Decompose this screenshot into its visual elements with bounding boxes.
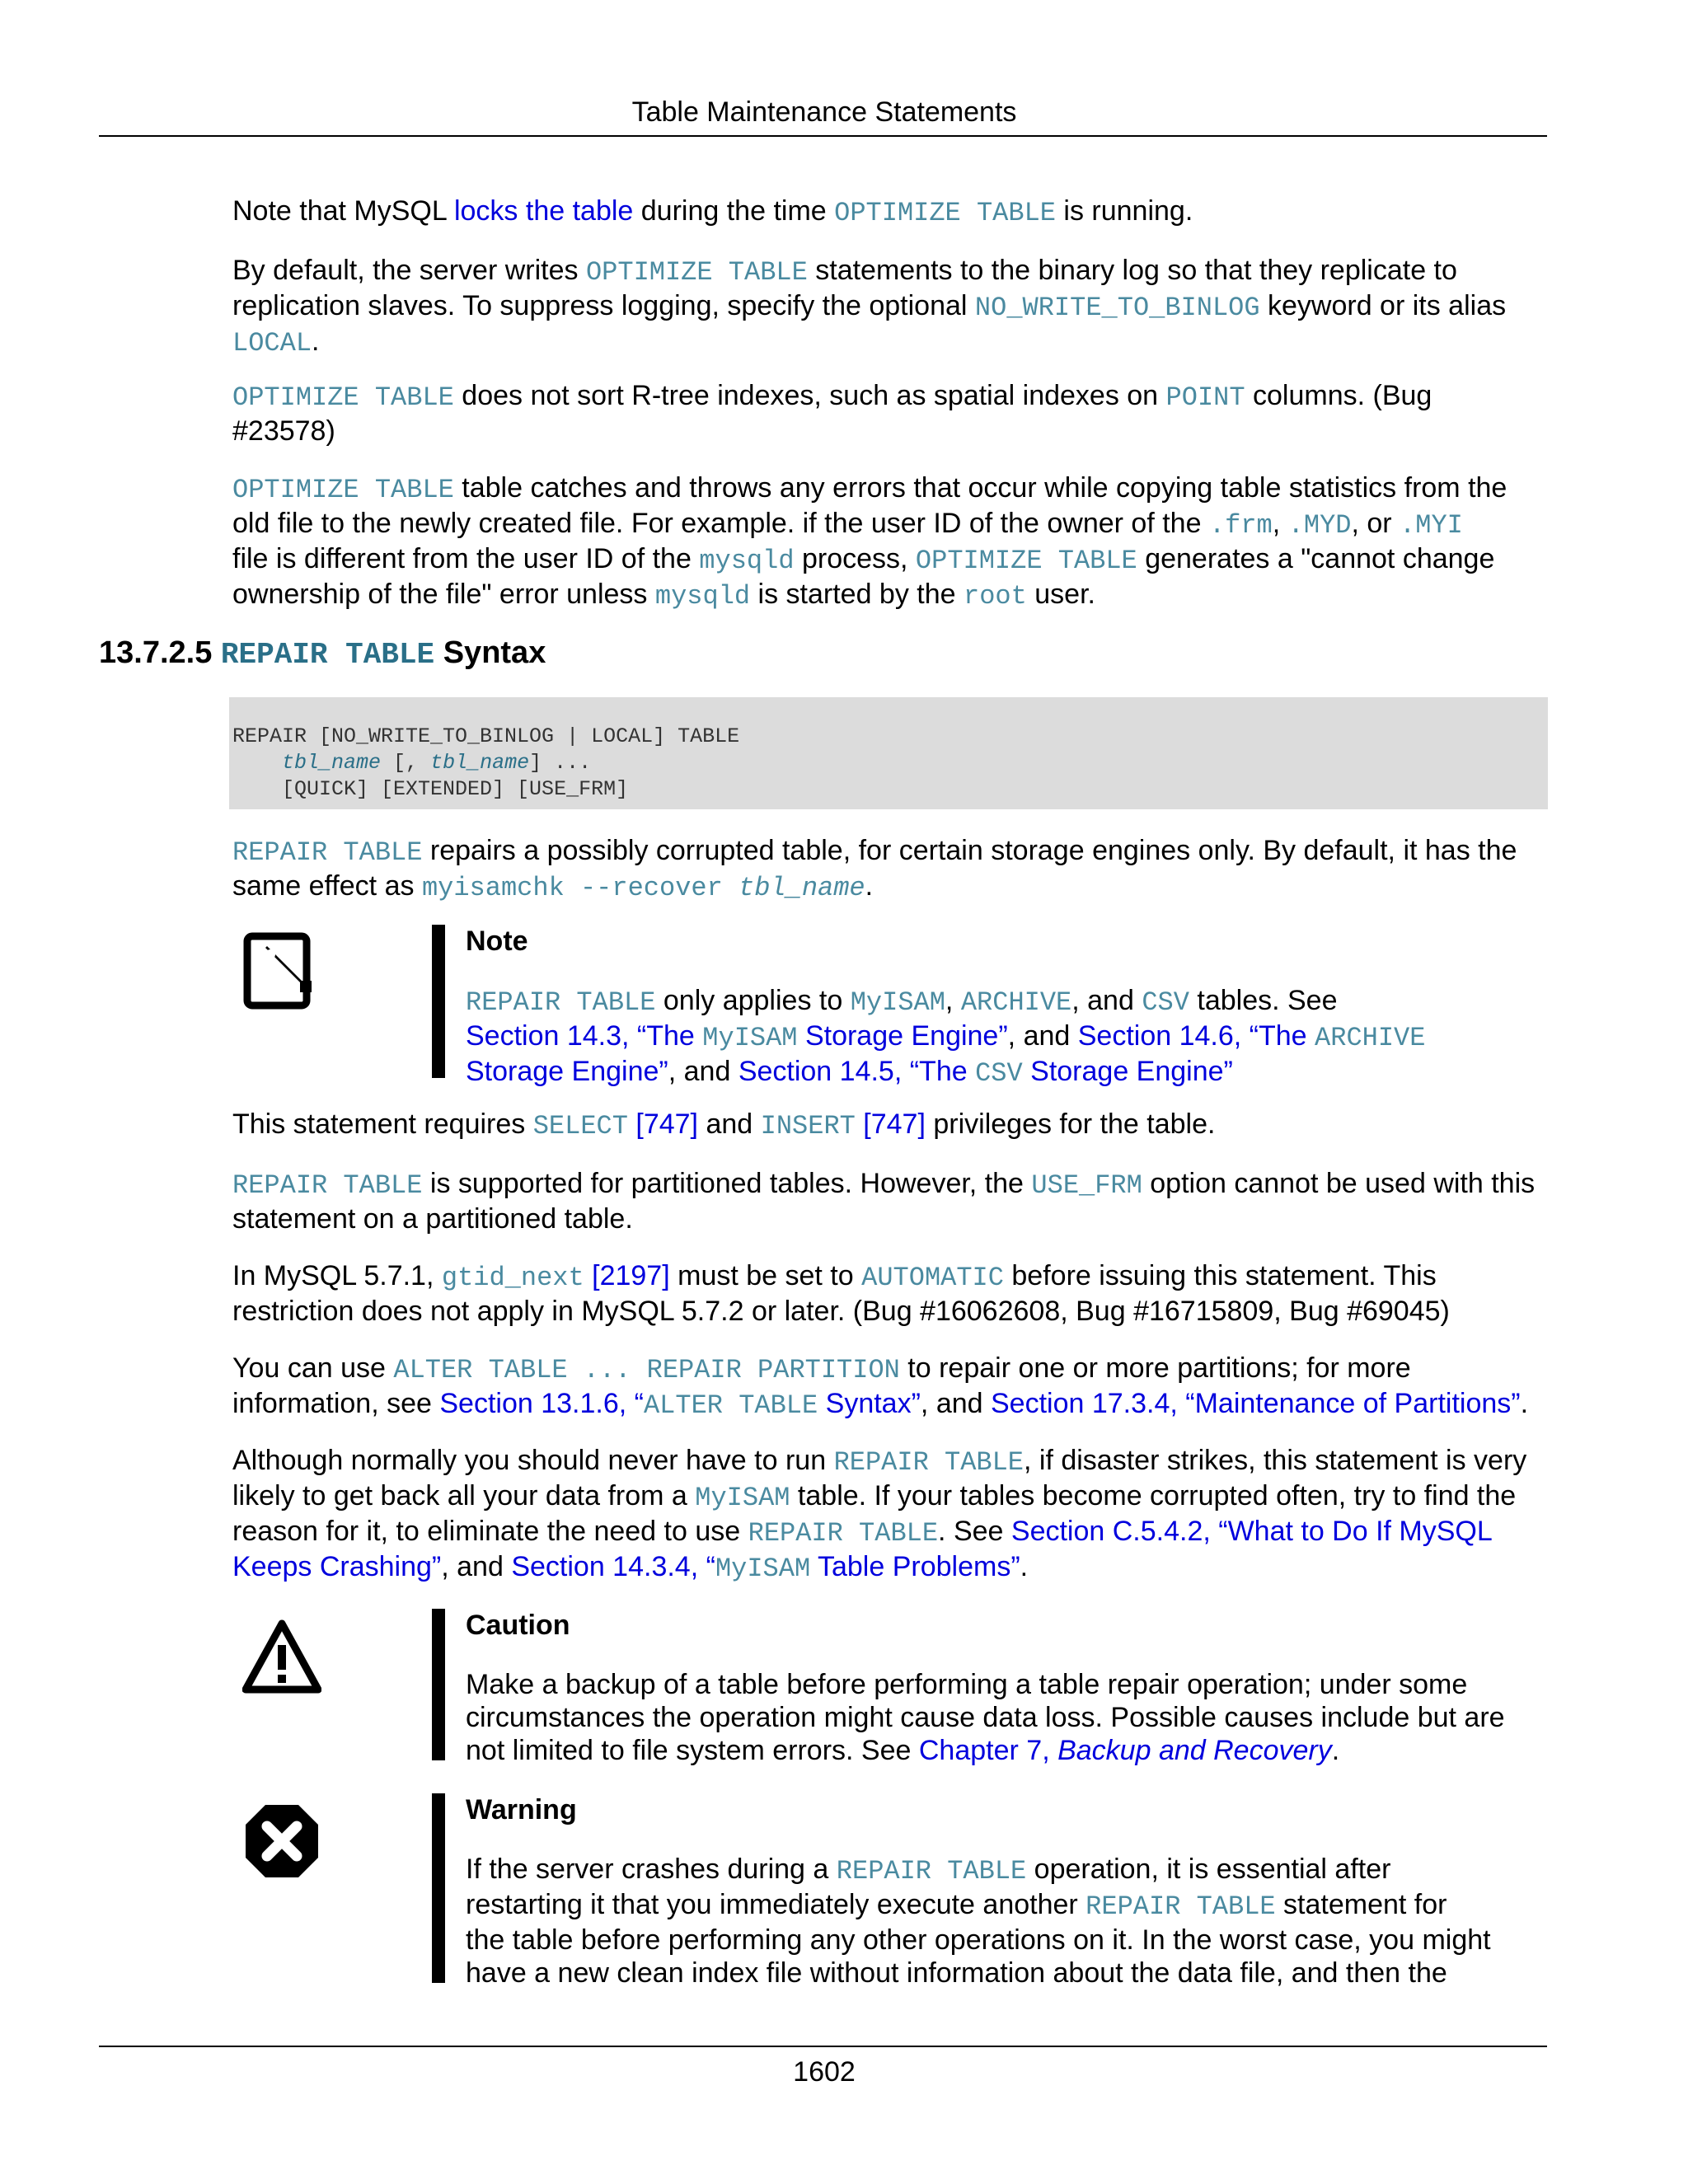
code-no-write-to-binlog: NO_WRITE_TO_BINLOG: [974, 293, 1260, 323]
code-text: [,: [381, 751, 431, 775]
header-rule: [99, 135, 1547, 137]
text: .: [1331, 1735, 1340, 1766]
link-section-14-6-cont[interactable]: Storage Engine”: [466, 1056, 668, 1087]
text: same effect as: [232, 870, 422, 902]
warning-title: Warning: [466, 1794, 577, 1825]
text: does not sort R-tree indexes, such as spatial indexes on: [453, 380, 1166, 411]
text: You can use: [232, 1352, 394, 1384]
link-section-c-5-4-2-cont[interactable]: Keeps Crashing”: [232, 1551, 442, 1582]
text: ,: [945, 985, 961, 1016]
text: statement on a partitioned table.: [232, 1203, 633, 1235]
code-repair-table: REPAIR TABLE: [833, 1447, 1024, 1478]
link-text[interactable]: Section 14.3.4, “: [511, 1551, 715, 1582]
paragraph-gtid: [232, 1259, 1551, 1328]
text: operation, it is essential after: [1026, 1854, 1391, 1885]
link-text[interactable]: Section 14.6, “The: [1077, 1020, 1315, 1052]
text: keyword or its alias: [1259, 290, 1507, 321]
link-text[interactable]: Section 14.5, “The: [738, 1056, 976, 1087]
text: .: [1020, 1551, 1029, 1582]
note-bar: [432, 925, 445, 1078]
text: process,: [794, 543, 916, 574]
link-text[interactable]: Section 13.1.6, “: [439, 1388, 644, 1419]
text: privileges for the table.: [925, 1108, 1216, 1140]
footer-rule: [99, 2046, 1547, 2047]
text: only applies to: [655, 985, 851, 1016]
text: to repair one or more partitions; for more: [899, 1352, 1411, 1384]
code-myisam: MyISAM: [695, 1483, 790, 1513]
text: table catches and throws any errors that occur while copying table statistics from the: [453, 472, 1507, 504]
page-number: 1602: [793, 2056, 856, 2088]
note-icon: [242, 931, 321, 1010]
link-section-14-3[interactable]: [466, 1020, 1008, 1052]
link-chapter-7[interactable]: [919, 1735, 1332, 1766]
text: repairs a possibly corrupted table, for certain storage engines only. By default, it has the: [422, 835, 1517, 866]
paragraph-errors: [232, 471, 1551, 613]
link-747[interactable]: [747]: [855, 1108, 926, 1140]
text: Make a backup of a table before performing a table repair operation; under some: [466, 1669, 1468, 1700]
text: before issuing this statement. This: [1003, 1260, 1437, 1291]
link-section-14-3-4[interactable]: [511, 1551, 1020, 1582]
text: By default, the server writes: [232, 255, 586, 286]
text: , and: [1071, 985, 1142, 1016]
text: , and: [441, 1551, 512, 1582]
link-code[interactable]: CSV: [975, 1058, 1023, 1089]
text: Note that MySQL: [232, 195, 454, 227]
text: , and: [668, 1056, 738, 1087]
text: statement for: [1275, 1889, 1447, 1920]
text: .: [312, 326, 320, 357]
link-text[interactable]: Storage Engine”: [1022, 1056, 1233, 1087]
text: have a new clean index file without information about the data file, and then the: [466, 1957, 1447, 1989]
code-mysqld: mysqld: [654, 581, 751, 612]
code-optimize-table: OPTIMIZE TABLE: [585, 257, 808, 288]
paragraph-repair-description: [232, 834, 1551, 905]
code-local: LOCAL: [232, 328, 312, 359]
code-optimize-table: OPTIMIZE TABLE: [232, 475, 454, 505]
code-myd: .MYD: [1287, 510, 1352, 541]
code-select: SELECT: [532, 1111, 628, 1141]
code-repair-table: REPAIR TABLE: [466, 987, 656, 1018]
text: ownership of the file" error unless: [232, 579, 655, 610]
warning-body: [466, 1853, 1537, 1990]
paragraph-disaster: [232, 1444, 1551, 1586]
link-747[interactable]: [747]: [627, 1108, 698, 1140]
text: , and: [920, 1388, 991, 1419]
code-repair-table: REPAIR TABLE: [836, 1856, 1027, 1886]
code-line: REPAIR [NO_WRITE_TO_BINLOG | LOCAL] TABLE: [232, 724, 740, 748]
link-text[interactable]: Section 14.3, “The: [466, 1020, 703, 1052]
link-text[interactable]: Syntax”: [818, 1388, 921, 1419]
link-section-13-1-6[interactable]: [439, 1388, 921, 1419]
text: the table before performing any other operations on it. In the worst case, you might: [466, 1924, 1491, 1956]
link-section-c-5-4-2[interactable]: Section C.5.4.2, “What to Do If MySQL: [1010, 1516, 1493, 1547]
note-body: [466, 984, 1537, 1090]
text: restarting it that you immediately execute another: [466, 1889, 1086, 1920]
page-header-title: Table Maintenance Statements: [631, 96, 1017, 128]
text: statements to the binary log so that they replicate to: [807, 255, 1457, 286]
code-point: POINT: [1165, 382, 1245, 413]
text: table. If your tables become corrupted often, try to find the: [790, 1480, 1517, 1511]
text: , if disaster strikes, this statement is very: [1024, 1445, 1527, 1476]
text: #23578): [232, 415, 335, 447]
code-variable: tbl_name: [282, 751, 382, 775]
text: is started by the: [750, 579, 964, 610]
code-optimize-table: OPTIMIZE TABLE: [834, 198, 1056, 228]
paragraph-partitioned: [232, 1167, 1551, 1235]
link-section-17-3-4[interactable]: Section 17.3.4, “Maintenance of Partitions”: [991, 1388, 1521, 1419]
caution-icon: [242, 1619, 321, 1698]
code-variable: tbl_name: [430, 751, 530, 775]
caution-bar: [432, 1609, 445, 1760]
text: This statement requires: [232, 1108, 533, 1140]
code-archive: ARCHIVE: [960, 987, 1072, 1018]
text: , or: [1351, 508, 1400, 539]
caution-title: Caution: [466, 1610, 570, 1641]
text: If the server crashes during a: [466, 1854, 837, 1885]
text: file is different from the user ID of the: [232, 543, 700, 574]
text: Although normally you should never have to run: [232, 1445, 834, 1476]
syntax-code: [232, 724, 739, 803]
text: information, see: [232, 1388, 440, 1419]
text: user.: [1026, 579, 1095, 610]
text: .: [865, 870, 874, 902]
link-section-14-6[interactable]: [1078, 1020, 1426, 1052]
link-code[interactable]: MyISAM: [715, 1554, 811, 1584]
code-insert: INSERT: [760, 1111, 856, 1141]
section-heading: [99, 635, 546, 673]
text: restriction does not apply in MySQL 5.7.2 or later. (Bug #16062608, Bug #16715809, Bug #69045): [232, 1296, 1450, 1327]
text: during the time: [633, 195, 835, 227]
warning-bar: [432, 1793, 445, 1983]
code-text: ] ...: [529, 751, 592, 775]
text: ,: [1272, 508, 1288, 539]
text: not limited to file system errors. See: [466, 1735, 919, 1766]
code-repair-table: REPAIR TABLE: [232, 837, 423, 868]
code-indent: [232, 751, 282, 775]
code-myi: .MYI: [1400, 510, 1463, 541]
text: reason for it, to eliminate the need to use: [232, 1516, 748, 1547]
code-repair-table: REPAIR TABLE: [1085, 1891, 1276, 1922]
syntax-code-block: [229, 697, 1548, 809]
link-locks-the-table[interactable]: locks the table: [453, 195, 634, 227]
link-2197[interactable]: [2197]: [584, 1260, 670, 1291]
code-optimize-table: OPTIMIZE TABLE: [232, 382, 454, 413]
link-text[interactable]: Backup and Recovery: [1057, 1735, 1332, 1766]
paragraph-privileges: [232, 1108, 1551, 1143]
code-repair-table: REPAIR TABLE: [232, 1170, 423, 1201]
text: circumstances the operation might cause data loss. Possible causes include but are: [466, 1702, 1505, 1733]
text: replication slaves. To suppress logging, specify the optional: [232, 290, 975, 321]
text: option cannot be used with this: [1142, 1168, 1536, 1199]
code-alter-table-repair-partition: ALTER TABLE ... REPAIR PARTITION: [393, 1355, 900, 1385]
link-text[interactable]: Storage Engine”: [797, 1020, 1008, 1052]
code-repair-table: REPAIR TABLE: [748, 1518, 939, 1549]
caution-body: [466, 1668, 1537, 1767]
text: generates a "cannot change: [1137, 543, 1495, 574]
text: .: [1520, 1388, 1529, 1419]
link-section-14-5[interactable]: [738, 1056, 1233, 1087]
paragraph-binary-log: [232, 254, 1551, 360]
code-myisamchk: myisamchk --recover: [421, 873, 738, 903]
text: must be set to: [669, 1260, 862, 1291]
link-code[interactable]: ARCHIVE: [1315, 1023, 1426, 1053]
paragraph-rtree: [232, 379, 1551, 448]
code-myisam: MyISAM: [850, 987, 945, 1018]
code-frm: .frm: [1208, 510, 1273, 541]
text: likely to get back all your data from a: [232, 1480, 696, 1511]
paragraph-lock-note: [232, 194, 1551, 230]
text: tables. See: [1189, 985, 1338, 1016]
code-automatic: AUTOMATIC: [861, 1263, 1004, 1293]
warning-icon: [242, 1802, 321, 1881]
code-mysqld: mysqld: [699, 546, 795, 576]
code-gtid-next: gtid_next: [441, 1263, 584, 1293]
code-optimize-table: OPTIMIZE TABLE: [915, 546, 1137, 576]
text: , and: [1007, 1020, 1078, 1052]
text: In MySQL 5.7.1,: [232, 1260, 442, 1291]
link-text[interactable]: Table Problems”: [810, 1551, 1020, 1582]
link-code[interactable]: ALTER TABLE: [643, 1390, 818, 1421]
link-text[interactable]: Chapter 7,: [918, 1735, 1058, 1766]
code-root: root: [964, 581, 1027, 612]
paragraph-partition-repair: [232, 1352, 1551, 1422]
text: is supported for partitioned tables. However, the: [422, 1168, 1032, 1199]
section-title: Syntax: [434, 635, 546, 670]
text: and: [698, 1108, 761, 1140]
code-use-frm: USE_FRM: [1031, 1170, 1142, 1201]
code-variable: tbl_name: [738, 873, 865, 903]
link-code[interactable]: MyISAM: [702, 1023, 798, 1053]
text: is running.: [1055, 195, 1193, 227]
note-title: Note: [466, 926, 528, 957]
text: old file to the newly created file. For example. if the user ID of the owner of the: [232, 508, 1209, 539]
text: . See: [938, 1516, 1011, 1547]
section-code: REPAIR TABLE: [220, 638, 435, 672]
code-csv: CSV: [1142, 987, 1189, 1018]
section-number: 13.7.2.5: [99, 635, 221, 670]
code-line: [QUICK] [EXTENDED] [USE_FRM]: [232, 777, 629, 801]
text: columns. (Bug: [1245, 380, 1432, 411]
